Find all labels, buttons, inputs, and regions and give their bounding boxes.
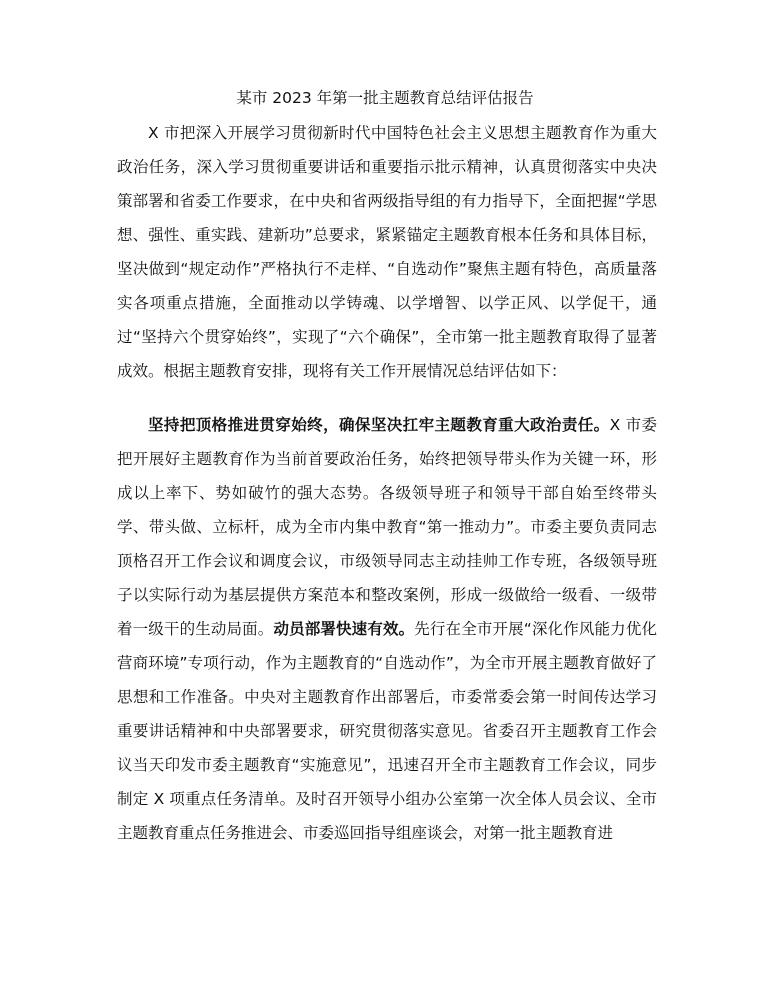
subsection-body-text: 先行在全市开展“深化作风能力优化营商环境”专项行动，作为主题教育的“自选动作”，为全市开展主题教育做好了思想和工作准备。中央对主题教育作出部署后，市委常委会第一时间传达学习重要讲话精神和中央部署要求，研究贯彻落实意见。省委召开主题教育工作会议当天印发市委主题教育“实施意见”，迅速召开全市主题教育工作会议，同步制定 X 项重点任务清单。及时召开领导小组办公室第一次全体人员会议、全市主题教育重点任务推进会、市委巡回指导组座谈会，对第一批主题教育进 xyxy=(117,620,657,842)
paragraph-section-1 xyxy=(117,408,657,850)
subsection-heading: 动员部署快速有效。 xyxy=(273,620,415,638)
document-title: 某市 2023 年第一批主题教育总结评估报告 xyxy=(236,89,534,107)
paragraph-intro: X 市把深入开展学习贯彻新时代中国特色社会主义思想主题教育作为重大政治任务，深入学习贯彻重要讲话和重要指示批示精神，认真贯彻落实中央决策部署和省委工作要求，在中央和省两级指导组的有力指导下，全面把握“学思想、强性、重实践、建新功”总要求，紧紧锚定主题教育根本任务和具体目标，坚决做到“规定动作”严格执行不走样、“自选动作”聚焦主题有特色，高质量落实各项重点措施，全面推动以学铸魂、以学增智、以学正风、以学促干，通过“坚持六个贯穿始终”，实现了“六个确保”，全市第一批主题教育取得了显著成效。根据主题教育安排，现将有关工作开展情况总结评估如下： xyxy=(117,124,657,380)
section-body-text: X 市委把开展好主题教育作为当前首要政治任务，始终把领导带头作为关键一环，形成以上率下、势如破竹的强大态势。各级领导班子和领导干部自始至终带头学、带头做、立标杆，成为全市内集中教育“第一推动力”。市委主要负责同志顶格召开工作会议和调度会议，市级领导同志主动挂帅工作专班，各级领导班子以实际行动为基层提供方案范本和整改案例，形成一级做给一级看、一级带着一级干的生动局面。 xyxy=(117,416,657,638)
section-heading: 坚持把顶格推进贯穿始终，确保坚决扛牢主题教育重大政治责任。 xyxy=(148,416,610,434)
